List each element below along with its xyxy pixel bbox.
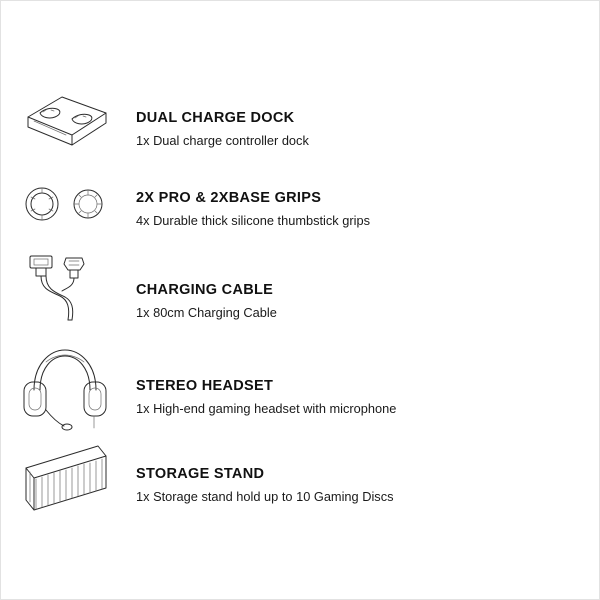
item-description: 1x High-end gaming headset with microphone [136,401,397,417]
item-description: 1x Storage stand hold up to 10 Gaming Discs [136,489,394,505]
item-title: DUAL CHARGE DOCK [136,110,295,126]
item-text-block [130,72,600,149]
item-title: 2X PRO & 2XBASE GRIPS [136,190,322,206]
thumbstick-grips-icon [10,179,120,229]
list-item [0,244,600,336]
item-illustration [0,436,130,528]
storage-stand-icon [10,442,120,522]
accessory-items-list [0,72,600,528]
item-illustration [0,336,130,436]
list-item [0,72,600,164]
item-title: CHARGING CABLE [136,282,274,298]
stereo-headset-icon [10,340,120,432]
item-illustration [0,244,130,336]
charging-cable-icon [10,250,120,330]
item-text-block [130,244,600,321]
item-illustration [0,72,130,164]
item-description: 4x Durable thick silicone thumbstick grips [136,213,370,229]
item-description: 1x 80cm Charging Cable [136,305,277,321]
item-description: 1x Dual charge controller dock [136,133,309,149]
list-item [0,436,600,528]
item-title: STEREO HEADSET [136,378,274,394]
item-illustration [0,164,130,244]
list-item [0,336,600,436]
dual-charge-dock-icon [10,83,120,153]
item-text-block [130,164,600,229]
item-text-block [130,436,600,505]
list-item [0,164,600,244]
item-text-block [130,336,600,417]
item-title: STORAGE STAND [136,466,265,482]
